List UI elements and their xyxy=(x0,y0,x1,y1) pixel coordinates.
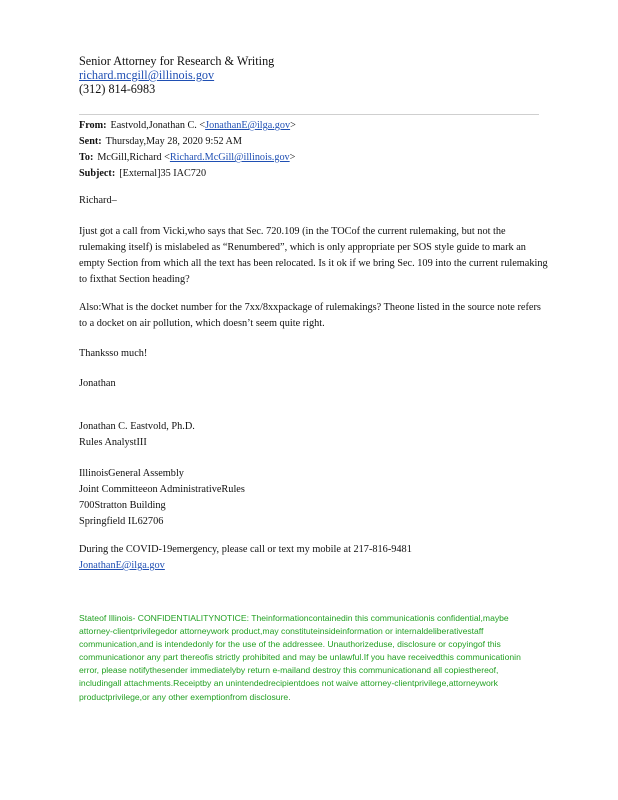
sent-label: Sent: xyxy=(79,136,102,147)
to-name: McGill,Richard < xyxy=(97,152,170,163)
confidentiality-notice: Stateof Illinois- CONFIDENTIALITYNOTICE: Theinformationcontainedin this communicationis confidential,maybe attorney-clientprivilegedor attorneywork product,may constituteinsideinformation or internaldeliberativestaff communication,and is intendedonly for the use of the addressee. Unauthorizeduse, disclosure or copyingof this communicationor any part thereofis strictly prohibited and may be unlawful.If you have receivedthis communicationin error, please notifythesender immediatelyby return e-mailand destroy this communicationand all copiesthereof, includingall attachments.Receiptby an unintendedrecipientdoes not waive attorney-clientprivilege,attorneywork productprivilege,or any other exemptionfrom disclosure. xyxy=(79,613,521,702)
from-row xyxy=(79,118,296,134)
body-para-wrap-1 xyxy=(79,224,549,288)
thanks-wrap xyxy=(79,346,549,362)
from-label: From: xyxy=(79,120,107,131)
header-divider xyxy=(79,114,539,115)
body-paragraph-1: Ijust got a call from Vicki,who says that Sec. 720.109 (in the TOCof the current rulemaking, but not the rulemaking itself) is mislabeled as “Renumbered”, which is only appropriate per SOS style guide to mark an empty Section from which all the text has been relocated. Is it ok if we bring Sec. 109 into the current rulemaking to fixthat Section heading? xyxy=(79,226,548,285)
org-name: IllinoisGeneral Assembly xyxy=(79,468,184,479)
signoff-wrap xyxy=(79,376,549,392)
city-address: Springfield IL62706 xyxy=(79,516,164,527)
covid-note: During the COVID-19emergency, please call or text my mobile at 217-816-9481 xyxy=(79,544,412,555)
body-para-wrap-2 xyxy=(79,300,549,332)
sender-phone: (312) 814-6983 xyxy=(79,82,156,96)
greeting: Richard– xyxy=(79,195,117,206)
sender-title: Senior Attorney for Research & Writing xyxy=(79,54,275,68)
building-address: 700Stratton Building xyxy=(79,500,166,511)
analyst-name: Jonathan C. Eastvold, Ph.D. xyxy=(79,421,195,432)
from-name: Eastvold,Jonathan C. < xyxy=(110,120,206,131)
to-bracket-close: > xyxy=(289,152,296,163)
from-email-link[interactable]: JonathanE@ilga.gov xyxy=(205,120,291,131)
to-email-link[interactable]: Richard.McGill@illinois.gov xyxy=(169,152,290,163)
thanks-line: Thanksso much! xyxy=(79,348,148,359)
subject-value: [External]35 IAC720 xyxy=(119,168,207,179)
sender-email-link[interactable]: richard.mcgill@illinois.gov xyxy=(79,68,215,82)
analyst-signature xyxy=(79,419,549,451)
sender-signature-block xyxy=(79,54,274,96)
to-label: To: xyxy=(79,152,94,163)
subject-row xyxy=(79,166,296,182)
email-body xyxy=(79,193,549,209)
email-header xyxy=(79,118,296,182)
analyst-email-link[interactable]: JonathanE@ilga.gov xyxy=(79,560,165,571)
sent-row xyxy=(79,134,296,150)
from-bracket-close: > xyxy=(290,120,296,131)
subject-label: Subject: xyxy=(79,168,116,179)
committee-name: Joint Committeeon AdministrativeRules xyxy=(79,484,245,495)
analyst-role: Rules AnalystIII xyxy=(79,437,147,448)
to-row xyxy=(79,150,296,166)
covid-note-block xyxy=(79,542,549,574)
signoff-name: Jonathan xyxy=(79,378,116,389)
body-paragraph-2: Also:What is the docket number for the 7xx/8xxpackage of rulemakings? Theone listed in the source note refers to a docket on air pollution, which doesn’t seem quite right. xyxy=(79,302,541,329)
sent-value: Thursday,May 28, 2020 9:52 AM xyxy=(105,136,242,147)
analyst-address xyxy=(79,466,549,530)
